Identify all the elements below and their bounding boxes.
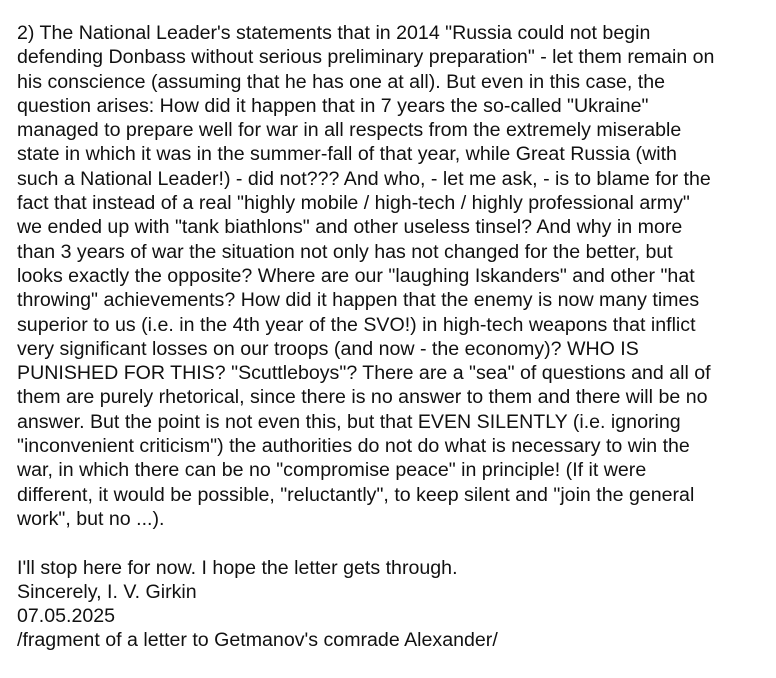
paragraph-line: throwing" achievements? How did it happen that the enemy is now many times	[17, 289, 700, 312]
letter-date: 07.05.2025	[17, 605, 116, 628]
paragraph-line: 2) The National Leader's statements that in 2014 "Russia could not begin	[17, 22, 651, 44]
paragraph-line: defending Donbass without serious preliminary preparation" - let them remain on	[17, 46, 715, 69]
paragraph-line: work", but no ...).	[17, 507, 165, 530]
paragraph-line: fact that instead of a real "highly mobile / high-tech / highly professional army"	[17, 192, 690, 215]
paragraph-line: looks exactly the opposite? Where are our "laughing Iskanders" and other "hat	[17, 264, 695, 287]
paragraph-line: than 3 years of war the situation not only has not changed for the better, but	[17, 240, 673, 263]
source-note: /fragment of a letter to Getmanov's comrade Alexander/	[17, 629, 498, 652]
paragraph-line: managed to prepare well for war in all respects from the extremely miserable	[17, 119, 682, 142]
paragraph-line: such a National Leader!) - did not??? And who, - let me ask, - is to blame for the	[17, 167, 711, 190]
paragraph-line: superior to us (i.e. in the 4th year of the SVO!) in high-tech weapons that inflict	[17, 313, 696, 336]
paragraph-line: "inconvenient criticism") the authorities do not do what is necessary to win the	[17, 435, 690, 458]
closing-line: I'll stop here for now. I hope the letter gets through.	[17, 556, 458, 579]
paragraph-line: answer. But the point is not even this, but that EVEN SILENTLY (i.e. ignoring	[17, 410, 681, 433]
paragraph-line: his conscience (assuming that he has one at all). But even in this case, the	[17, 70, 666, 93]
paragraph-spacer	[17, 531, 767, 555]
paragraph-line: question arises: How did it happen that in 7 years the so-called "Ukraine"	[17, 94, 649, 117]
letter-document	[17, 21, 767, 653]
paragraph-line: very significant losses on our troops (and now - the economy)? WHO IS	[17, 337, 639, 360]
paragraph-line: war, in which there can be no "compromise peace" in principle! (If it were	[17, 459, 647, 482]
signature: Sincerely, I. V. Girkin	[17, 580, 197, 603]
letter-paragraph	[17, 21, 767, 531]
paragraph-line: them are purely rhetorical, since there is no answer to them and there will be no	[17, 386, 708, 409]
paragraph-line: state in which it was in the summer-fall of that year, while Great Russia (with	[17, 143, 677, 166]
paragraph-line: PUNISHED FOR THIS? "Scuttleboys"? There are a "sea" of questions and all of	[17, 362, 711, 385]
paragraph-line: different, it would be possible, "reluctantly", to keep silent and "join the general	[17, 483, 695, 506]
paragraph-line: we ended up with "tank biathlons" and other useless tinsel? And why in more	[17, 216, 683, 239]
